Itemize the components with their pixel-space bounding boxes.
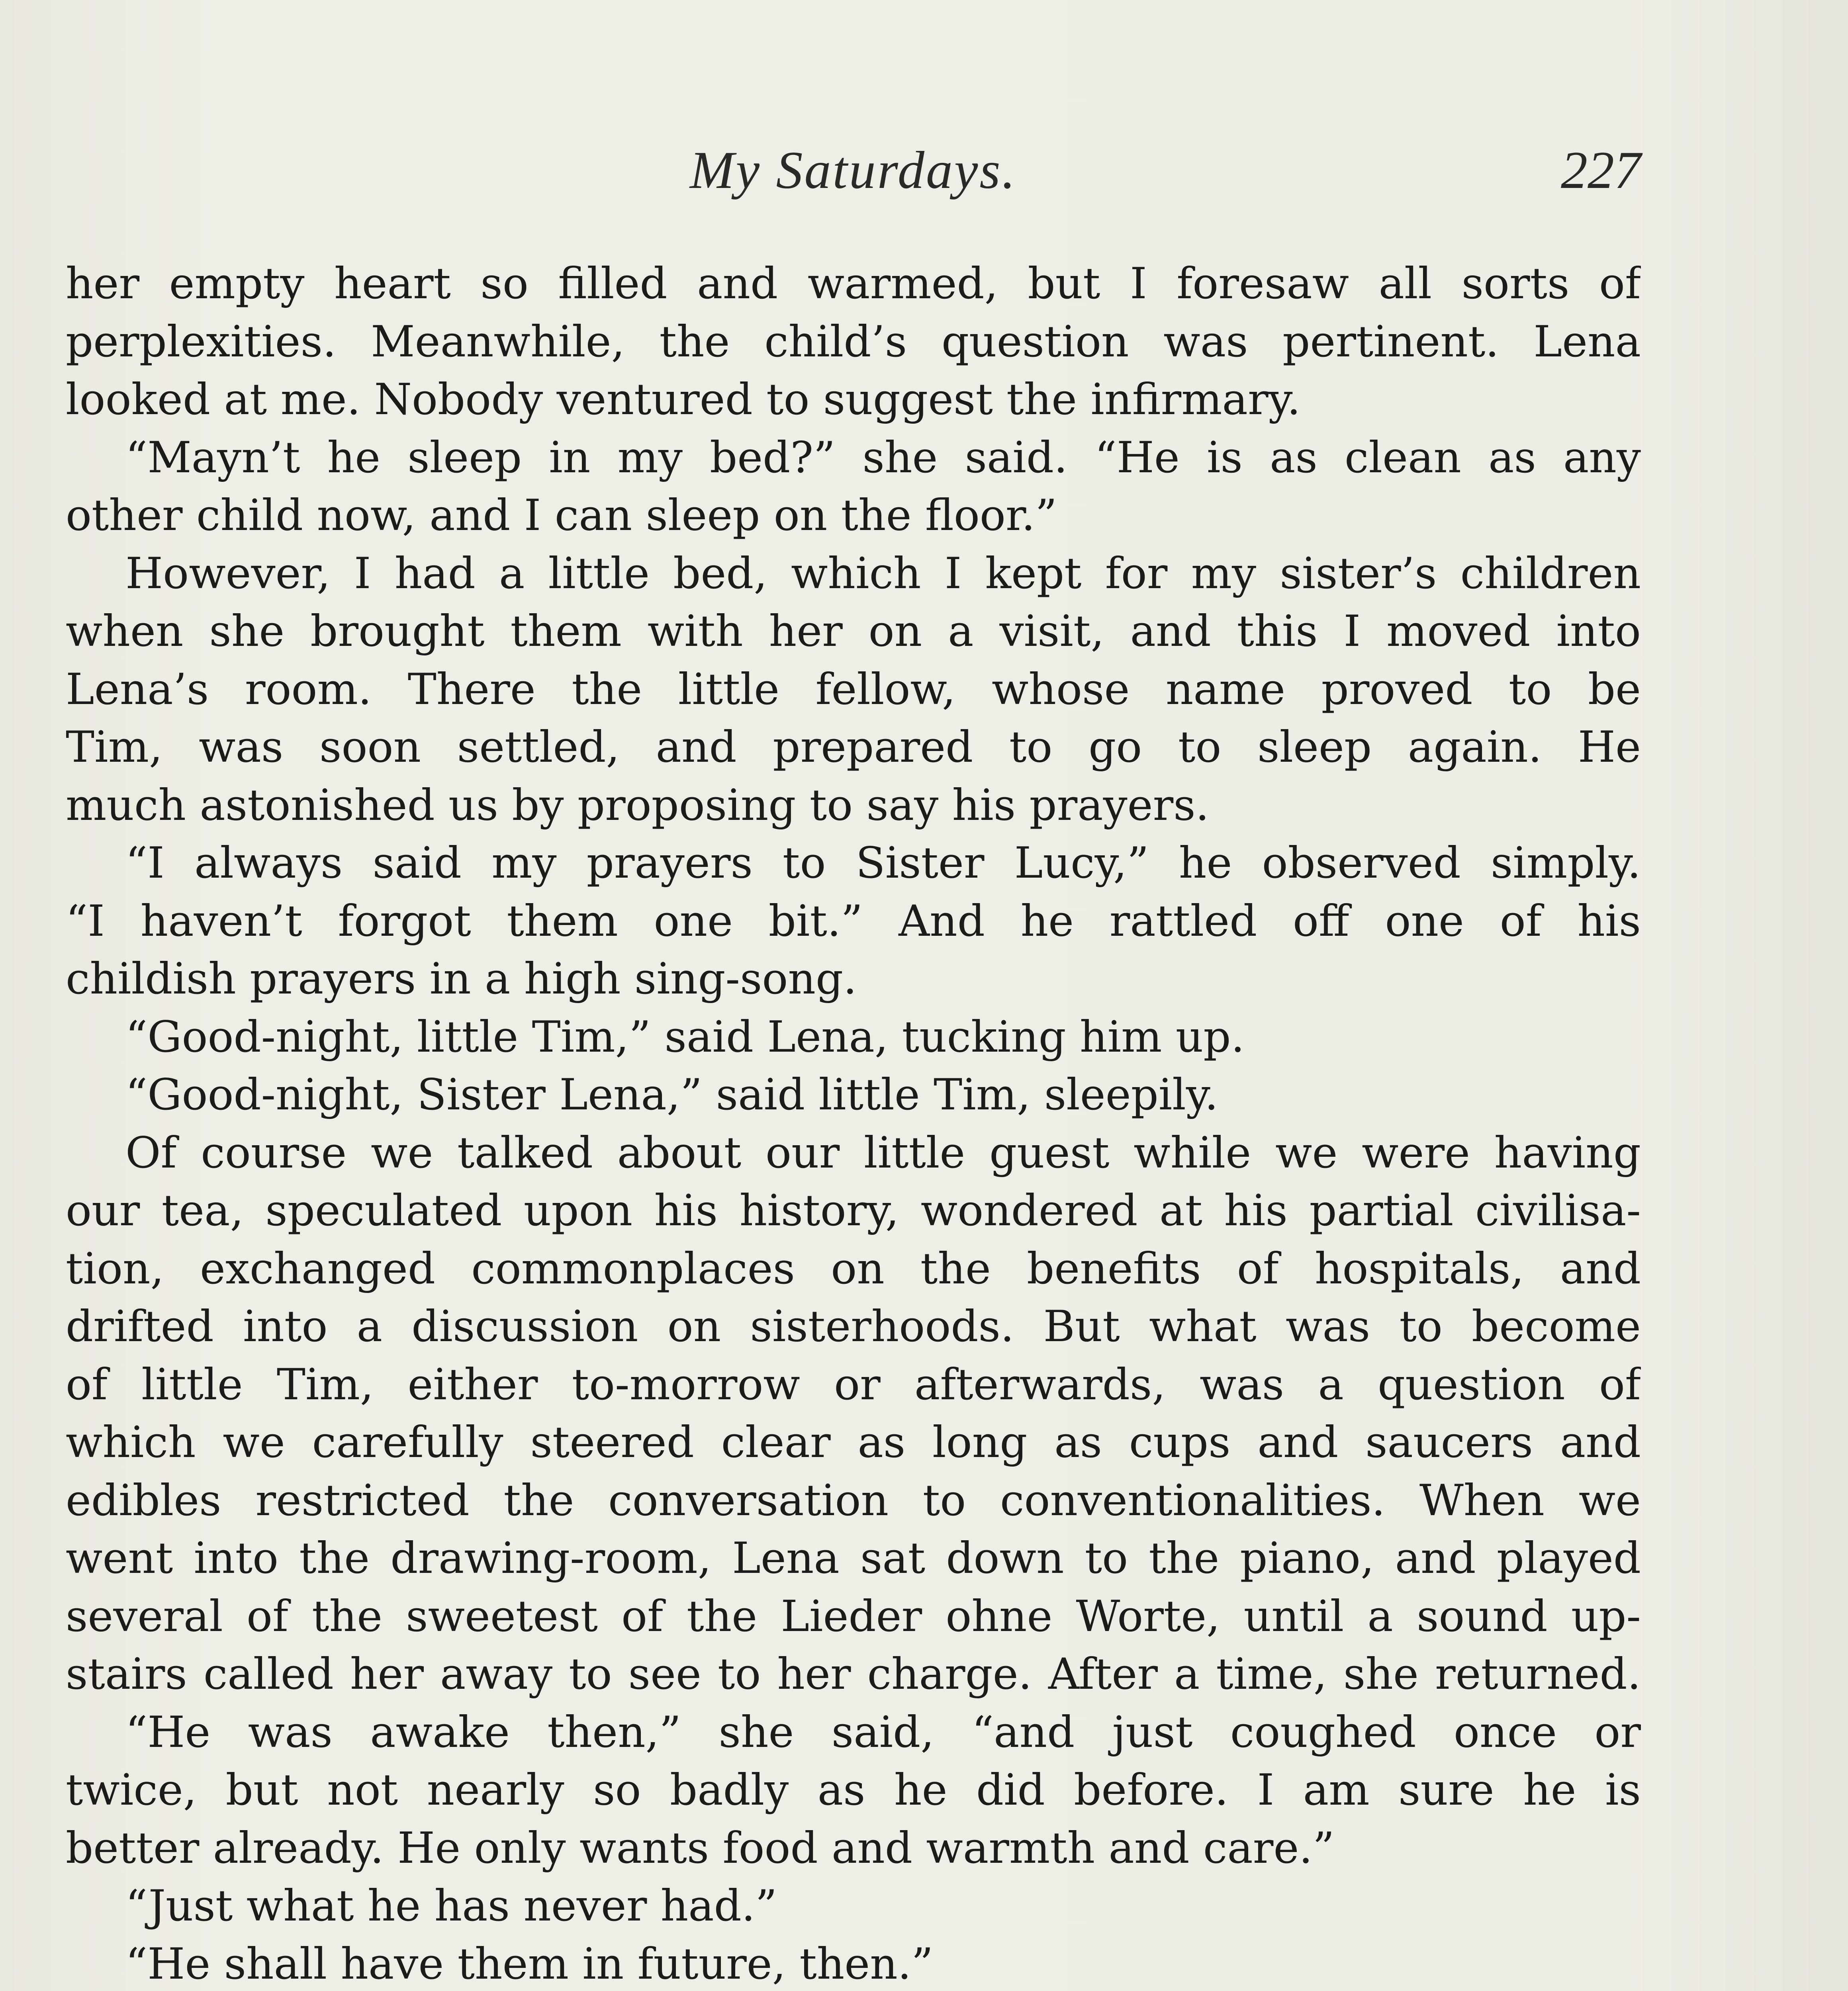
text-line: “I always said my prayers to Sister Lucy,” he observed simply.: [125, 838, 1641, 888]
text-line: better already. He only wants food and warmth and care.”: [66, 1823, 1335, 1873]
page-header: [66, 135, 1641, 207]
text-line: stairs called her away to see to her charge. After a time, she returned.: [66, 1649, 1641, 1699]
text-line: perplexities. Meanwhile, the child’s question was pertinent. Lena: [66, 317, 1641, 367]
text-line: Of course we talked about our little guest while we were having: [125, 1128, 1641, 1178]
text-line: “He shall have them in future, then.”: [125, 1939, 934, 1989]
page-number: 227: [1561, 141, 1641, 199]
text-line: However, I had a little bed, which I kept for my sister’s children: [125, 548, 1641, 598]
text-line: twice, but not nearly so badly as he did before. I am sure he is: [66, 1765, 1641, 1815]
text-line: “He was awake then,” she said, “and just coughed once or: [125, 1707, 1641, 1757]
text-line: much astonished us by proposing to say his prayers.: [66, 780, 1209, 830]
running-head: My Saturdays.: [689, 141, 1017, 199]
text-line: “Mayn’t he sleep in my bed?” she said. “He is as clean as any: [125, 432, 1641, 483]
text-line: looked at me. Nobody ventured to suggest the infirmary.: [66, 375, 1301, 424]
text-line: her empty heart so filled and warmed, but I foresaw all sorts of: [66, 259, 1641, 309]
text-line: Lena’s room. There the little fellow, whose name proved to be: [66, 664, 1641, 714]
text-line: childish prayers in a high sing-song.: [66, 954, 857, 1004]
text-line: went into the drawing-room, Lena sat down to the piano, and played: [66, 1533, 1641, 1583]
text-line: drifted into a discussion on sisterhoods. But what was to become: [66, 1302, 1641, 1351]
text-line: “I haven’t forgot them one bit.” And he rattled off one of his: [66, 896, 1641, 946]
text-line: “Good-night, little Tim,” said Lena, tucking him up.: [125, 1012, 1245, 1062]
text-line: “Good-night, Sister Lena,” said little Tim, sleepily.: [125, 1070, 1218, 1120]
text-line: tion, exchanged commonplaces on the benefits of hospitals, and: [66, 1244, 1641, 1294]
text-line: of little Tim, either to-morrow or afterwards, was a question of: [66, 1359, 1641, 1410]
text-line: edibles restricted the conversation to conventionalities. When we: [66, 1475, 1641, 1526]
text-line: our tea, speculated upon his history, wondered at his partial civilisa-: [66, 1186, 1641, 1236]
text-line: which we carefully steered clear as long as cups and saucers and: [66, 1418, 1641, 1467]
text-line: “Just what he has never had.”: [125, 1881, 777, 1931]
body-text: [66, 255, 1641, 1991]
text-line: several of the sweetest of the Lieder ohne Worte, until a sound up-: [66, 1591, 1641, 1641]
text-line: Tim, was soon settled, and prepared to go to sleep again. He: [66, 722, 1641, 772]
text-line: other child now, and I can sleep on the floor.”: [66, 491, 1057, 540]
text-line: when she brought them with her on a visit, and this I moved into: [66, 606, 1641, 656]
